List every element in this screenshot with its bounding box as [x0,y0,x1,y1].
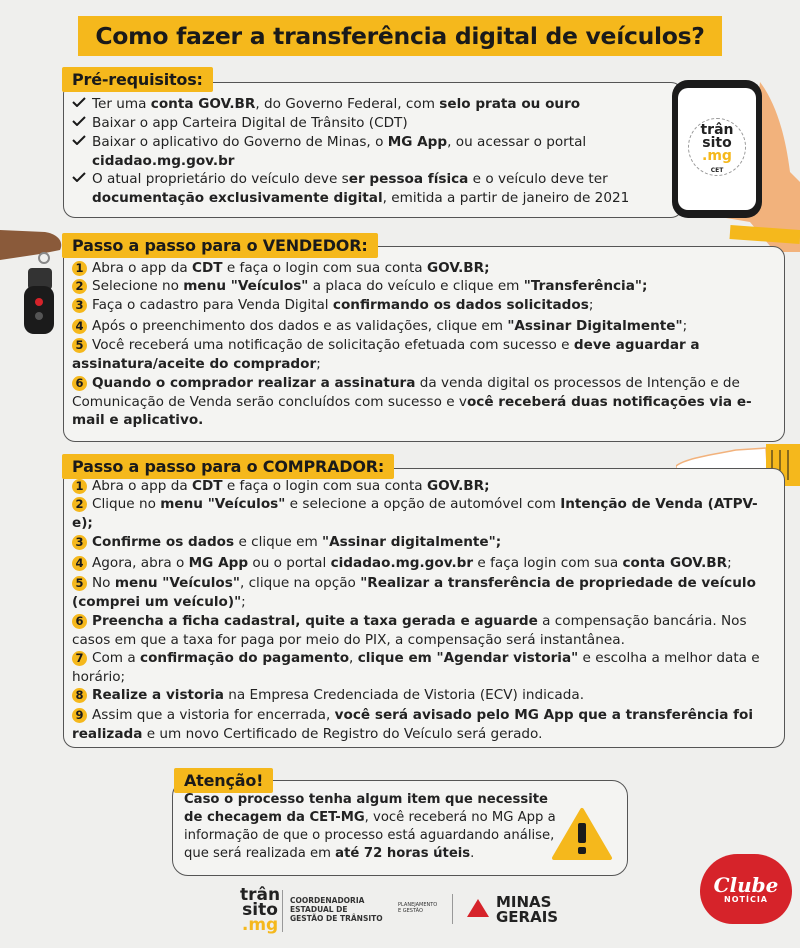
check-icon [72,116,86,126]
vendedor-step-3: 3 Faça o cadastro para Venda Digital confirmando os dados solicitados; [72,296,772,315]
comprador-step-5: 5 No menu "Veículos", clique na opção "Realizar a transferência de propriedade de veículo (comprei um veículo)"; [72,575,756,610]
comprador-label: Passo a passo para o COMPRADOR: [62,454,394,479]
cet-label: CET [710,167,724,174]
atencao-text: Caso o processo tenha algum item que necessite de checagem da CET-MG, você receberá no MG App a informação de que o processo está aguardando análise, que será realizada em até 72 horas úteis. [184,792,556,861]
vendedor-step-6: 6 Quando o comprador realizar a assinatura da venda digital os processos de Intenção e de Comunicação de Venda serão concluídos com sucesso e você receberá duas notificações via e-mail e aplicativo. [72,375,752,428]
vendedor-step-5: 5 Você receberá uma notificação de solicitação efetuada com sucesso e deve aguardar a assinatura/aceite do comprador; [72,337,700,372]
minas-gerais-logo: MINAS GERAIS [496,893,559,926]
vendedor-label: Passo a passo para o VENDEDOR: [62,233,378,258]
prereq-item-1: Ter uma conta GOV.BR, do Governo Federal, com selo prata ou ouro [72,95,672,114]
prereq-item-3: Baixar o aplicativo do Governo de Minas, o MG App, ou acessar o portal cidadao.mg.gov.br [72,133,672,170]
comprador-step-6: 6 Preencha a ficha cadastral, quite a taxa gerada e aguarde a compensação bancária. Nos casos em que a taxa for paga por meio do PIX, a compensação será instantânea. [72,613,747,648]
comprador-step-2: 2 Clique no menu "Veículos" e selecione a opção de automóvel com Intenção de Venda (ATPV-e); [72,496,758,531]
vendedor-step-4: 4 Após o preenchimento dos dados e as validações, clique em "Assinar Digitalmente"; [72,317,772,336]
atencao-label: Atenção! [174,768,273,793]
check-icon [72,135,86,145]
prereq-label: Pré-requisitos: [62,67,213,92]
footer-org-name: COORDENADORIA ESTADUAL DE GESTÃO DE TRÂNSITO [290,896,383,923]
vendedor-step-1: 1 Abra o app da CDT e faça o login com sua conta GOV.BR; [72,259,772,278]
prereq-item-2: Baixar o app Carteira Digital de Trânsito (CDT) [72,114,672,133]
comprador-step-7: 7 Com a confirmação do pagamento, clique em "Agendar vistoria" e escolha a melhor data e horário; [72,650,760,685]
minas-gerais-triangle-icon [466,898,490,918]
check-icon [72,97,86,107]
prereq-item-4: O atual proprietário do veículo deve ser pessoa física e o veículo deve ter documentação exclusivamente digital, emitida a partir de janeiro de 2021 [72,170,672,207]
comprador-step-8: 8 Realize a vistoria na Empresa Credenciada de Vistoria (ECV) indicada. [72,686,772,705]
transito-mg-logo: trân sito .mg [700,122,734,164]
comprador-step-4: 4 Agora, abra o MG App ou o portal cidadao.mg.gov.br e faça login com sua conta GOV.BR; [72,554,772,573]
clube-noticia-badge: Clube NOTÍCIA [700,854,792,924]
footer-transito-mg-logo: trân sito .mg [240,885,281,935]
comprador-step-9: 9 Assim que a vistoria for encerrada, você será avisado pelo MG App que a transferência foi realizada e um novo Certificado de Registro do Veículo será gerado. [72,707,754,742]
vendedor-step-2: 2 Selecione no menu "Veículos" a placa do veículo e clique em "Transferência"; [72,277,772,296]
footer-divider [282,890,283,932]
warning-icon [551,807,613,861]
comprador-step-1: 1 Abra o app da CDT e faça o login com sua conta GOV.BR; [72,477,772,496]
check-icon [72,172,86,182]
footer-planejamento: PLANEJAMENTO E GESTÃO [398,902,438,914]
phone-illustration [672,80,762,218]
footer-divider-2 [452,894,453,924]
page-title: Como fazer a transferência digital de veículos? [78,16,722,56]
comprador-step-3: 3 Confirme os dados e clique em "Assinar digitalmente"; [72,533,772,552]
seal-ring-icon [688,118,746,176]
